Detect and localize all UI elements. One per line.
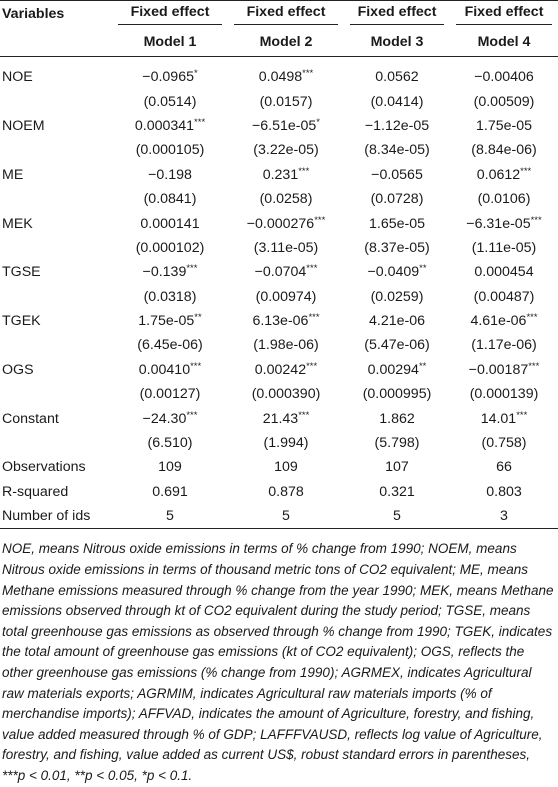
- variable-label: NOEM: [2, 117, 45, 134]
- coefficient-cell: [344, 211, 450, 235]
- significance-stars: ***: [530, 214, 542, 226]
- stat-value: 109: [274, 459, 298, 476]
- stat-value: 0.878: [268, 483, 304, 500]
- significance-stars: ***: [308, 312, 320, 324]
- coefficient-cell: [344, 309, 450, 333]
- empty-label: [0, 431, 112, 455]
- standard-error-cell: (0.0259): [370, 288, 424, 305]
- standard-error-cell: (0.0106): [477, 191, 531, 208]
- significance-stars: ***: [306, 263, 318, 275]
- coefficient-row: [0, 260, 558, 284]
- stat-value: 0.691: [152, 483, 188, 500]
- coefficient-cell: [344, 260, 450, 284]
- empty-label: [0, 285, 112, 309]
- coefficient-value: 1.65e-05: [368, 215, 425, 232]
- coefficient-row: [0, 406, 558, 430]
- significance-stars: ***: [298, 165, 310, 177]
- coefficient-row: [0, 163, 558, 187]
- standard-error-row: [0, 333, 558, 357]
- stat-value: 0.321: [379, 483, 415, 500]
- significance-stars: **: [418, 360, 427, 372]
- coefficient-value: 6.13e-06: [252, 313, 309, 330]
- significance-stars: ***: [190, 360, 202, 372]
- standard-error-row: [0, 431, 558, 455]
- significance-stars: ***: [302, 68, 314, 80]
- coefficient-cell: [344, 406, 450, 430]
- coefficient-value: −24.30: [142, 410, 187, 427]
- coefficient-value: −0.000276: [246, 215, 315, 232]
- standard-error-cell: (1.17e-06): [471, 337, 537, 354]
- stat-value: 66: [496, 459, 512, 476]
- coefficient-value: 1.75e-05: [138, 313, 195, 330]
- coefficient-cell: [228, 57, 344, 90]
- standard-error-row: [0, 138, 558, 162]
- coefficient-value: 0.00410: [138, 361, 191, 378]
- standard-error-cell: (0.00509): [473, 93, 535, 110]
- stat-value: 0.803: [486, 483, 522, 500]
- header-model: Model 4: [450, 27, 558, 57]
- standard-error-cell: (0.758): [481, 435, 527, 452]
- stat-value: 109: [158, 459, 182, 476]
- coefficient-value: 1.862: [379, 410, 415, 427]
- coefficient-cell: [112, 260, 228, 284]
- coefficient-row: [0, 211, 558, 235]
- coefficient-cell: [112, 57, 228, 90]
- stat-label: R-squared: [2, 483, 69, 500]
- header-model: Model 3: [344, 27, 450, 57]
- coefficient-value: −0.00187: [468, 361, 529, 378]
- coefficient-value: 0.231: [262, 166, 299, 183]
- coefficient-cell: [228, 114, 344, 138]
- coefficient-value: −6.31e-05: [466, 215, 531, 232]
- coefficient-value: 21.43: [262, 410, 299, 427]
- standard-error-row: [0, 285, 558, 309]
- coefficient-value: −0.0965: [142, 69, 194, 86]
- significance-stars: ***: [526, 312, 538, 324]
- coefficient-cell: [344, 57, 450, 90]
- coefficient-value: −0.0704: [254, 264, 307, 281]
- stat-row: [0, 455, 558, 479]
- significance-stars: ***: [186, 409, 198, 421]
- coefficient-value: 1.75e-05: [475, 117, 532, 134]
- standard-error-cell: (3.22e-05): [253, 142, 319, 159]
- coefficient-cell: [344, 114, 450, 138]
- coefficient-value: 0.00242: [254, 361, 307, 378]
- coefficient-cell: [112, 309, 228, 333]
- variable-label: NOE: [2, 69, 33, 86]
- standard-error-cell: (3.11e-05): [253, 239, 319, 256]
- standard-error-cell: (1.994): [263, 435, 309, 452]
- standard-error-cell: (8.84e-06): [471, 142, 537, 159]
- standard-error-cell: (0.000390): [251, 386, 321, 403]
- significance-stars: ***: [306, 360, 318, 372]
- coefficient-value: 4.21e-06: [368, 313, 425, 330]
- coefficient-value: −0.198: [148, 166, 192, 183]
- variable-label: ME: [2, 166, 24, 183]
- significance-stars: ***: [314, 214, 326, 226]
- variable-label: MEK: [2, 215, 33, 232]
- standard-error-cell: (6.510): [147, 435, 193, 452]
- empty-label: [0, 382, 112, 406]
- standard-error-row: [0, 187, 558, 211]
- standard-error-cell: (5.798): [374, 435, 420, 452]
- standard-error-cell: (8.34e-05): [364, 142, 430, 159]
- coefficient-value: 0.0562: [375, 69, 419, 86]
- coefficient-value: 0.000341: [134, 117, 195, 134]
- coefficient-value: 0.000141: [140, 215, 200, 232]
- coefficient-cell: [450, 358, 558, 382]
- header-variables: Variables: [0, 1, 112, 28]
- coefficient-value: −6.51e-05: [252, 117, 317, 134]
- header-blank: [0, 27, 112, 57]
- coefficient-cell: [450, 309, 558, 333]
- coefficient-cell: [228, 406, 344, 430]
- stat-row: [0, 480, 558, 504]
- coefficient-cell: [450, 114, 558, 138]
- header-fixed-effect: Fixed effect: [350, 4, 444, 25]
- empty-label: [0, 89, 112, 113]
- standard-error-cell: (0.0318): [143, 288, 197, 305]
- coefficient-cell: [112, 114, 228, 138]
- standard-error-cell: (0.0514): [143, 93, 197, 110]
- standard-error-cell: (0.0414): [370, 93, 424, 110]
- empty-label: [0, 333, 112, 357]
- stat-value: 107: [385, 459, 409, 476]
- significance-stars: *: [316, 116, 320, 128]
- coefficient-cell: [228, 358, 344, 382]
- coefficient-value: −0.0565: [371, 166, 423, 183]
- standard-error-cell: (5.47e-06): [364, 337, 430, 354]
- coefficient-cell: [450, 260, 558, 284]
- coefficient-row: [0, 57, 558, 90]
- coefficient-cell: [228, 163, 344, 187]
- standard-error-cell: (0.000139): [469, 386, 539, 403]
- coefficient-cell: [228, 211, 344, 235]
- standard-error-row: [0, 236, 558, 260]
- coefficient-value: −0.0409: [367, 264, 420, 281]
- standard-error-cell: (0.00127): [139, 386, 201, 403]
- coefficient-cell: [228, 260, 344, 284]
- coefficient-cell: [112, 406, 228, 430]
- empty-label: [0, 138, 112, 162]
- standard-error-cell: (0.0728): [370, 191, 424, 208]
- standard-error-cell: (0.00974): [255, 288, 317, 305]
- significance-stars: ***: [520, 165, 532, 177]
- standard-error-cell: (8.37e-05): [364, 239, 430, 256]
- coefficient-row: [0, 309, 558, 333]
- coefficient-row: [0, 358, 558, 382]
- standard-error-row: [0, 382, 558, 406]
- variable-label: Constant: [2, 410, 59, 427]
- header-model: Model 2: [228, 27, 344, 57]
- coefficient-value: −1.12e-05: [364, 117, 430, 134]
- header-model: Model 1: [112, 27, 228, 57]
- variable-label: TGSE: [2, 264, 41, 281]
- standard-error-cell: (0.0841): [143, 191, 197, 208]
- variable-label: TGEK: [2, 313, 41, 330]
- significance-stars: **: [419, 263, 427, 275]
- coefficient-value: 14.01: [480, 410, 517, 427]
- empty-label: [0, 187, 112, 211]
- coefficient-value: 0.00294: [367, 361, 419, 378]
- empty-label: [0, 236, 112, 260]
- header-fixed-effect: Fixed effect: [234, 4, 338, 25]
- standard-error-cell: (0.000102): [135, 239, 205, 256]
- coefficient-value: 0.0612: [476, 166, 521, 183]
- significance-stars: *: [193, 68, 198, 80]
- significance-stars: ***: [186, 263, 198, 275]
- stat-row: [0, 504, 558, 529]
- standard-error-cell: (6.45e-06): [137, 337, 203, 354]
- standard-error-cell: (0.000995): [362, 386, 432, 403]
- stat-value: 3: [450, 504, 558, 529]
- standard-error-cell: (1.11e-05): [471, 239, 537, 256]
- coefficient-cell: [344, 358, 450, 382]
- significance-stars: ***: [194, 116, 206, 128]
- standard-error-cell: (0.000105): [135, 142, 205, 159]
- significance-stars: **: [194, 312, 202, 324]
- header-fixed-effect: Fixed effect: [456, 4, 552, 25]
- coefficient-cell: [450, 163, 558, 187]
- stat-value: 5: [344, 504, 450, 529]
- standard-error-row: [0, 89, 558, 113]
- stat-value: 5: [112, 504, 228, 529]
- coefficient-cell: [450, 406, 558, 430]
- coefficient-value: 0.0498: [258, 69, 303, 86]
- coefficient-cell: [112, 358, 228, 382]
- table-footnote: NOE, means Nitrous oxide emissions in terms of % change from 1990; NOEM, means Nitrous oxide emissions in terms of thousand metric tons of CO2 equivalent; ME, means Methane emissions measured through % change from the year 1990; MEK, means Methane emissions observed through kt of CO2 equivalent during the study period; TGSE, means total greenhouse gas emissions as observed through % change from 1990; TGEK, indicates the total amount of greenhouse gas emissions (kt of CO2 equivalent); OGS, reflects the other greenhouse gas emissions (% change from 1990); AGRMEX, indicates Agricultural raw materials exports; AGRMIM, indicates Agricultural raw materials imports (% of merchandise imports); AFFVAD, indicates the amount of Agriculture, forestry, and fishing, value added measured through % of GDP; LAFFFVAUSD, reflects log value of Agriculture, forestry, and fishing, value added as current US$, robust standard errors in parentheses, ***p < 0.01, **p < 0.05, *p < 0.1.: [2, 541, 554, 783]
- coefficient-cell: [112, 163, 228, 187]
- standard-error-cell: (0.0258): [259, 191, 313, 208]
- coefficient-cell: [228, 309, 344, 333]
- header-fixed-effect: Fixed effect: [118, 4, 222, 25]
- coefficient-cell: [112, 211, 228, 235]
- coefficient-row: [0, 114, 558, 138]
- standard-error-cell: (0.0157): [259, 93, 313, 110]
- stat-value: 5: [228, 504, 344, 529]
- coefficient-value: −0.00406: [474, 69, 534, 86]
- standard-error-cell: (1.98e-06): [253, 337, 319, 354]
- significance-stars: ***: [516, 409, 528, 421]
- coefficient-cell: [450, 211, 558, 235]
- coefficient-cell: [344, 163, 450, 187]
- header-row-models: [0, 27, 558, 57]
- variable-label: OGS: [2, 361, 34, 378]
- standard-error-cell: (0.00487): [473, 288, 535, 305]
- stat-label: Observations: [2, 459, 86, 476]
- stat-label: Number of ids: [0, 504, 112, 529]
- coefficient-cell: [450, 57, 558, 90]
- coefficient-value: 4.61e-06: [470, 313, 527, 330]
- coefficient-value: −0.139: [142, 264, 187, 281]
- significance-stars: ***: [298, 409, 310, 421]
- header-row-estimator: [0, 1, 558, 28]
- significance-stars: ***: [528, 360, 540, 372]
- coefficient-value: 0.000454: [474, 264, 534, 281]
